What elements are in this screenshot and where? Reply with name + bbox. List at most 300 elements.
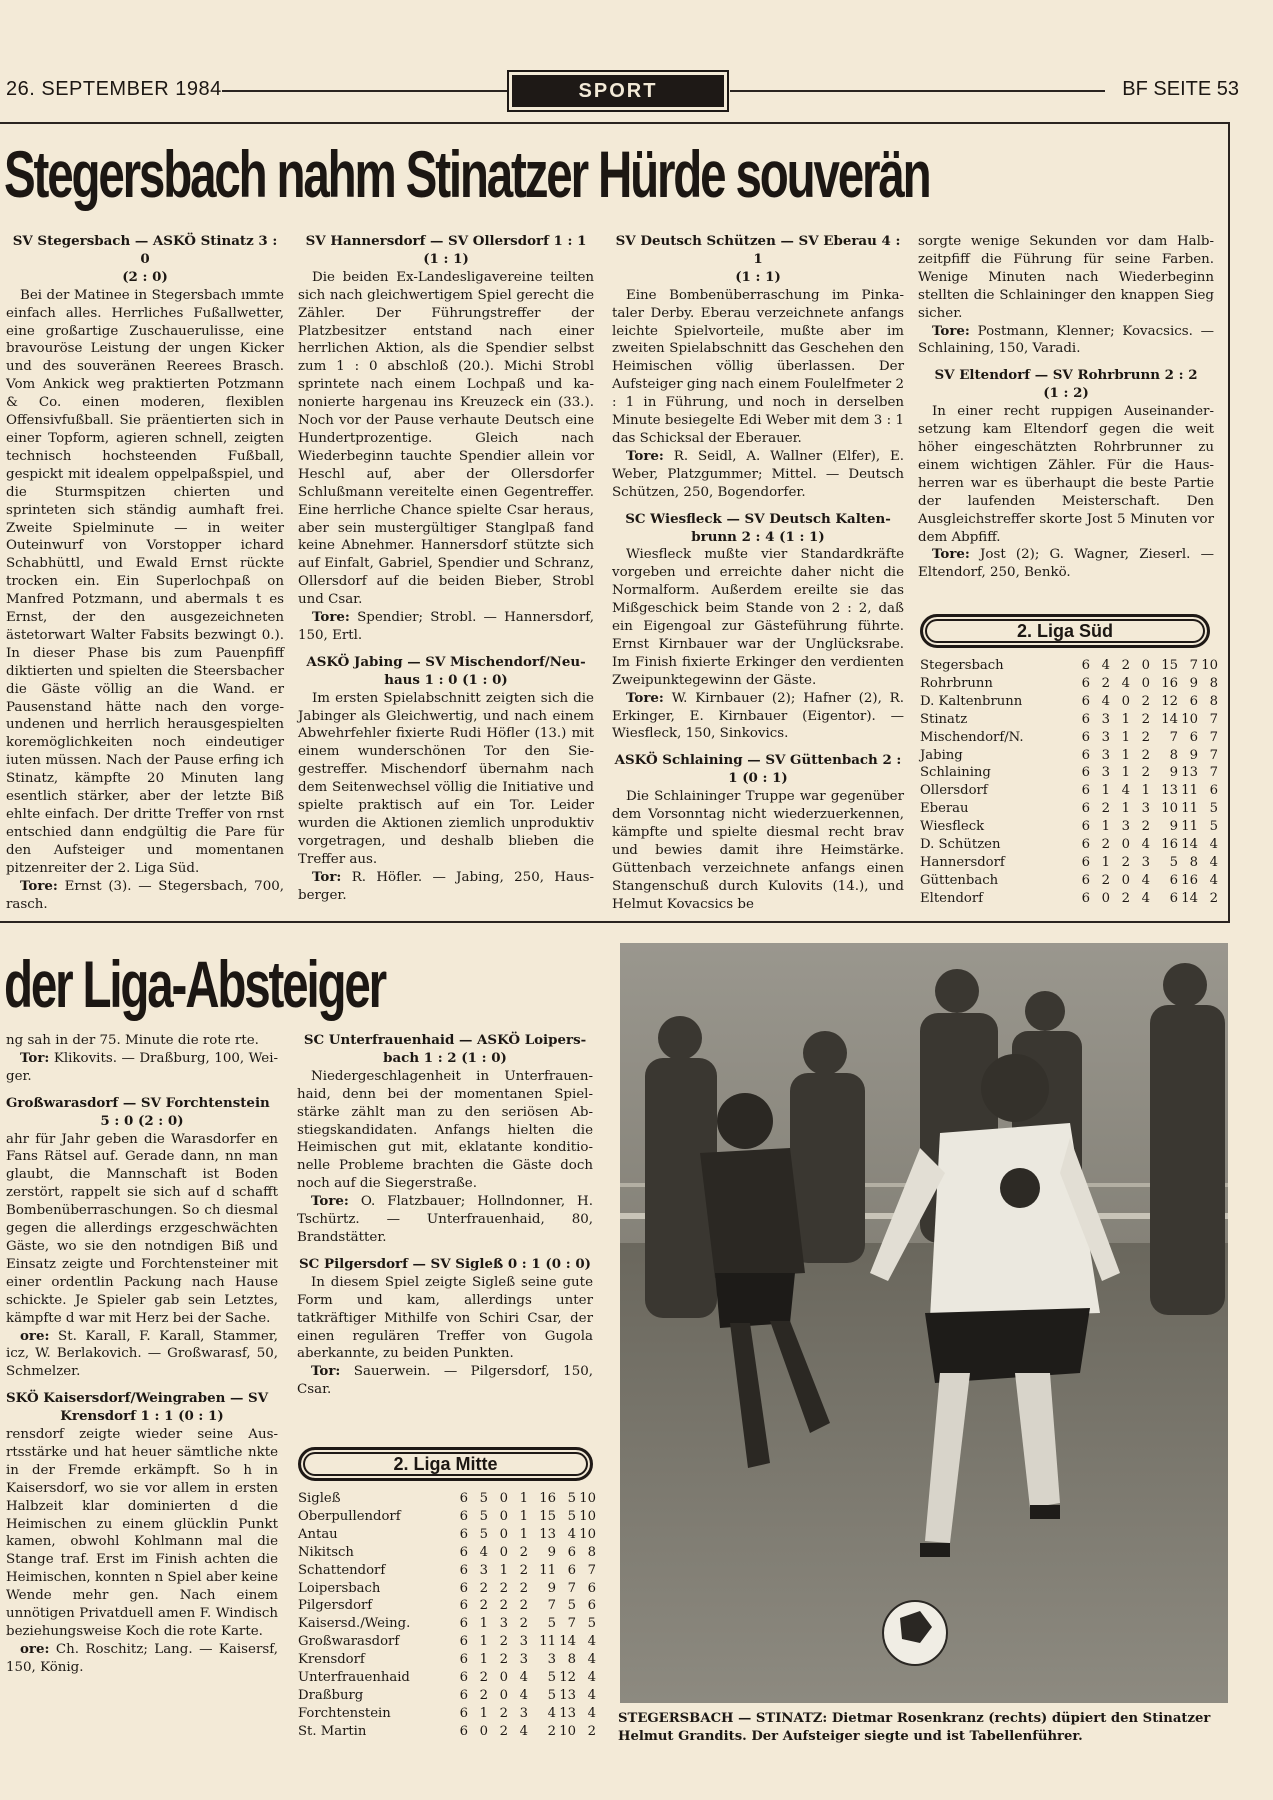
stat-cell: 6: [1169, 872, 1178, 888]
stat-cell: 6: [459, 1580, 468, 1596]
scorers-label: Tor:: [311, 1363, 341, 1380]
stat-cell: 10: [1201, 658, 1218, 673]
match-report: In diesem Spiel zeigte Sigleß seine gute Form und kam, allerdings unter tatkräftiger Mithilfe von Schiri Csar, der einen regulären Treffer von Gugola aberkannte, zu beiden Punkten.: [297, 1274, 593, 1362]
stat-cell: 2: [1141, 729, 1150, 745]
team-name: Loipersbach: [298, 1580, 381, 1596]
stat-cell: 6: [1189, 729, 1198, 745]
match-report: Die beiden Ex-Landesligavereine teilten sich nach gleichwertigem Spiel gerecht die Zähler. Der Führungstreffer der Platzbesitzer entstand nach einer herrlichen Aktion, als die Spendier selbst zum 1 : 0 abschloß (20.). Michi Strobl sprintete nach einem Lochpaß und kanonierte hargenau ins Kreuzeck ein (33.). Noch vor der Pause verhaute Deutsch eine Hundertprozentige. Gleich nach Wiederbeginn tauchte Spendier allein vor Heschl auf, aber der Ollersdorfer Schlußmann vereitelte einen Gegentreffer. Eine herrliche Chance spielte Csar heraus, aber sein mustergültiger Stanglpaß fand keine Abnehmer. Hannersdorf stützte sich auf Einfalt, Gabriel, Spendier und Schranz, Ollersdorf auf die beiden Bieber, Strobl und Csar.: [298, 269, 594, 608]
stat-cell: 2: [1121, 854, 1130, 870]
header-rule-right: [730, 90, 1105, 92]
stat-cell: 9: [1169, 819, 1178, 835]
match-report: Im ersten Spielabschnitt zeigten sich die Jabinger als Gleichwertig, und nach einem Abwehrfehler fixierte Rudi Höfler (13.) mit einem wunderschönen Tor den Siegestreffer. Mischendorf übernahm nach dem Seitenwechsel völlig die Initiative und spielte praktisch auf ein Tor. Leider wurden die Aktionen ziemlich unproduktiv vorgetragen, und deshalb blieben die Treffer aus.: [298, 690, 594, 867]
stat-cell: 14: [1181, 837, 1198, 853]
stat-cell: 0: [499, 1687, 508, 1703]
table-row: [298, 1615, 596, 1633]
stat-cell: 5: [1209, 801, 1218, 817]
stat-cell: 13: [559, 1687, 576, 1703]
match-heading: Großwarasdorf — SV Forchtenstein: [6, 1094, 270, 1111]
stat-cell: 6: [1081, 675, 1090, 691]
stat-cell: 6: [459, 1562, 468, 1578]
stat-cell: 4: [479, 1544, 488, 1560]
scorers-text: Klikovits. — Draßburg, 100, Weiger.: [6, 1050, 279, 1084]
stat-cell: 5: [1169, 854, 1178, 870]
stat-cell: 4: [587, 1652, 596, 1668]
stat-cell: 1: [479, 1634, 488, 1650]
table-row: [298, 1723, 596, 1741]
table-row: [920, 854, 1218, 872]
stat-cell: 4: [1209, 837, 1218, 853]
stat-cell: 6: [459, 1508, 468, 1524]
table-row: [920, 890, 1218, 908]
stat-cell: 2: [1209, 890, 1218, 906]
standings-table-liga-mitte: [298, 1490, 596, 1741]
team-name: Antau: [298, 1526, 338, 1542]
stat-cell: 5: [567, 1598, 576, 1614]
stat-cell: 0: [1141, 658, 1150, 673]
stat-cell: 10: [579, 1491, 596, 1506]
stat-cell: 6: [1081, 872, 1090, 888]
scorers-text: W. Kirnbauer (2); Hafner (2), R. Erkinger, E. Kirnbauer (Eigentor). — Wiesfleck, 150, Sinkovics.: [612, 690, 904, 742]
stat-cell: 4: [1101, 658, 1110, 673]
table-title-liga-mitte: 2. Liga Mitte: [298, 1447, 593, 1481]
stat-cell: 2: [519, 1562, 528, 1578]
team-name: Nikitsch: [298, 1544, 354, 1560]
stat-cell: 2: [479, 1687, 488, 1703]
stat-cell: 2: [479, 1670, 488, 1686]
stat-cell: 0: [499, 1508, 508, 1524]
stat-cell: 13: [539, 1526, 556, 1542]
stat-cell: 6: [459, 1687, 468, 1703]
scorers-label: ore:: [20, 1327, 50, 1344]
top-headline: Stegersbach nahm Stinatzer Hürde souverän: [4, 137, 930, 211]
stat-cell: 11: [1181, 819, 1198, 835]
stat-cell: 16: [1161, 675, 1178, 691]
stat-cell: 4: [1209, 872, 1218, 888]
stat-cell: 8: [587, 1544, 596, 1560]
scorers-line: [297, 1193, 593, 1247]
stat-cell: 5: [567, 1491, 576, 1506]
stat-cell: 3: [1101, 711, 1110, 727]
stat-cell: 14: [559, 1634, 576, 1650]
team-name: Hannersdorf: [920, 854, 1005, 870]
stat-cell: 2: [479, 1598, 488, 1614]
stat-cell: 1: [1121, 765, 1130, 781]
match-report: ahr für Jahr geben die Warasdorfer en Fans Rätsel auf. Gerade dann, nn man glaubt, die Mannschaft ist Boden zerstört, rappelt sie sich auf d schafft Bombenüberraschungen. So ch diesmal gegen die allerdings erzgeschwächten Gäste, wo sie den notndigen Biß und Einsatz zeigte und Forchtensteiner mit einer ordentlin Packung nach Hause schickte. Je Spieler gab sein Letztes, kämpfte d war mit Herz bei der Sache.: [6, 1131, 278, 1326]
stat-cell: 2: [1101, 675, 1110, 691]
match-heading: (1 : 1): [735, 268, 781, 285]
stat-cell: 8: [1169, 747, 1178, 763]
table-row: [920, 782, 1218, 800]
team-name: Unterfrauenhaid: [298, 1670, 410, 1686]
team-name: Kaisersd./Weing.: [298, 1616, 411, 1632]
stat-cell: 4: [1121, 783, 1130, 799]
stat-cell: 6: [459, 1544, 468, 1560]
stat-cell: 1: [499, 1562, 508, 1578]
stat-cell: 1: [519, 1526, 528, 1542]
team-name: Sigleß: [298, 1491, 341, 1506]
stat-cell: 3: [479, 1562, 488, 1578]
scorers-label: Tor:: [20, 1049, 50, 1066]
stat-cell: 1: [1121, 801, 1130, 817]
stat-cell: 6: [567, 1544, 576, 1560]
stat-cell: 3: [1101, 765, 1110, 781]
scorers-line: [297, 1363, 593, 1399]
stat-cell: 2: [499, 1598, 508, 1614]
scorers-line: [918, 546, 1214, 582]
stat-cell: 6: [587, 1580, 596, 1596]
stat-cell: 4: [1121, 675, 1130, 691]
stat-cell: 9: [1189, 675, 1198, 691]
stat-cell: 0: [499, 1491, 508, 1506]
match-heading: Krensdorf 1 : 1 (0 : 1): [60, 1408, 224, 1425]
article-schlaining-eltendorf: [918, 233, 1214, 582]
scorers-label: Tore:: [932, 322, 970, 339]
team-name: D. Kaltenbrunn: [920, 693, 1023, 709]
stat-cell: 9: [547, 1580, 556, 1596]
match-report: In einer recht ruppigen Auseinandersetzung kam Eltendorf gegen die weit höher eingeschätzten Rohrbrunner zu einem wichtigen Zähler. Für die Hausherren war es überhaupt die beste Partie der laufenden Meisterschaft. Den Ausgleichstreffer skorte Jost 5 Minuten vor dem Abpfiff.: [918, 404, 1214, 545]
stat-cell: 5: [547, 1616, 556, 1632]
scorers-text: Ch. Roschitz; Lang. — Kaisersf, 150, König.: [6, 1641, 278, 1675]
stat-cell: 4: [1101, 693, 1110, 709]
stat-cell: 4: [587, 1687, 596, 1703]
stat-cell: 0: [1121, 837, 1130, 853]
stat-cell: 1: [519, 1508, 528, 1524]
match-report: Wiesfleck mußte vier Standardkräfte vorgeben und erreichte daher nicht die Normalform. Außerdem ereilte sie das Mißgeschick beim Stande von 2 : 2, daß ein Eigengoal zur Gästeführung führte. Ernst Kirnbauer war der Unglücksrabe. Im Finish fixierte Erkinger den verdienten Zweipunktegewinn der Gäste.: [612, 547, 904, 688]
table-row: [298, 1562, 596, 1580]
scorers-line: [6, 1328, 278, 1382]
bottom-headline: der Liga-Absteiger: [4, 947, 385, 1021]
scorers-text: Ernst (3). — Stegersbach, 700, rasch.: [6, 878, 284, 912]
stat-cell: 6: [459, 1616, 468, 1632]
stat-cell: 6: [1169, 890, 1178, 906]
stat-cell: 2: [1141, 711, 1150, 727]
stat-cell: 6: [459, 1652, 468, 1668]
stat-cell: 3: [1101, 729, 1110, 745]
stat-cell: 4: [587, 1634, 596, 1650]
stat-cell: 4: [587, 1705, 596, 1721]
stat-cell: 7: [1169, 729, 1178, 745]
scorers-text: Postmann, Klenner; Kovacsics. — Schlaining, 150, Varadi.: [918, 323, 1214, 357]
team-name: Draßburg: [298, 1687, 364, 1703]
stat-cell: 11: [539, 1562, 556, 1578]
spacer: [297, 1247, 593, 1256]
stat-cell: 6: [459, 1670, 468, 1686]
match-heading: (1 : 2): [1043, 385, 1089, 402]
stat-cell: 10: [1181, 711, 1198, 727]
scorers-text: Jost (2); G. Wagner, Zieserl. — Eltendorf, 250, Benkö.: [918, 547, 1214, 581]
stat-cell: 11: [1181, 801, 1198, 817]
team-name: Rohrbrunn: [920, 675, 993, 691]
stat-cell: 7: [1209, 711, 1218, 727]
table-row: [920, 729, 1218, 747]
team-name: Jabing: [920, 747, 963, 763]
stat-cell: 1: [519, 1491, 528, 1506]
match-heading: SV Stegersbach — ASKÖ Stinatz 3 : 0: [12, 233, 278, 267]
stat-cell: 1: [479, 1705, 488, 1721]
table-row: [298, 1580, 596, 1598]
stat-cell: 7: [567, 1616, 576, 1632]
scorers-line: [612, 690, 904, 744]
stat-cell: 0: [499, 1544, 508, 1560]
stat-cell: 14: [1161, 711, 1178, 727]
stat-cell: 6: [567, 1562, 576, 1578]
table-row: [298, 1669, 596, 1687]
stat-cell: 6: [459, 1723, 468, 1739]
scorers-line: [612, 448, 904, 502]
match-photo-graphic: [620, 943, 1228, 1703]
stat-cell: 2: [499, 1705, 508, 1721]
match-report: Niedergeschlagenheit in Unterfrauenhaid, denn bei der momentanen Spielstärke zählt man zu den seriösen Abstiegskandidaten. Anfangs hielten die Heimischen gut mit, eklatante konditionelle Probleme brachten die Gäste doch noch auf die Siegerstraße.: [297, 1068, 593, 1192]
team-name: Oberpullendorf: [298, 1508, 401, 1524]
stat-cell: 2: [1141, 819, 1150, 835]
stat-cell: 1: [1121, 729, 1130, 745]
team-name: Großwarasdorf: [298, 1634, 400, 1650]
issue-date: 26. SEPTEMBER 1984: [6, 78, 222, 100]
scorers-label: Tore:: [932, 546, 970, 563]
stat-cell: 10: [579, 1508, 596, 1524]
stat-cell: 0: [1141, 675, 1150, 691]
team-name: Pilgersdorf: [298, 1598, 373, 1614]
stat-cell: 11: [539, 1634, 556, 1650]
stat-cell: 4: [587, 1670, 596, 1686]
stat-cell: 5: [1209, 819, 1218, 835]
spacer: [612, 502, 904, 511]
scorers-text: R. Höfler. — Jabing, 250, Hausberger.: [298, 869, 594, 903]
stat-cell: 6: [1081, 801, 1090, 817]
table-row: [920, 764, 1218, 782]
stat-cell: 6: [1081, 854, 1090, 870]
stat-cell: 7: [1209, 765, 1218, 781]
stat-cell: 0: [499, 1526, 508, 1542]
stat-cell: 2: [499, 1580, 508, 1596]
article-hannersdorf-jabing: [298, 233, 594, 905]
stat-cell: 2: [1121, 890, 1130, 906]
article-deutsch-schuetzen-wiesfleck-schlaining: [612, 233, 904, 914]
table-row: [298, 1490, 596, 1508]
stat-cell: 0: [1101, 890, 1110, 906]
stat-cell: 8: [567, 1652, 576, 1668]
stat-cell: 10: [579, 1526, 596, 1542]
scorers-line: [918, 323, 1214, 359]
stat-cell: 16: [1161, 837, 1178, 853]
section-label: SPORT: [512, 75, 724, 107]
stat-cell: 7: [587, 1562, 596, 1578]
team-name: Stegersbach: [920, 658, 1004, 673]
stat-cell: 6: [1081, 837, 1090, 853]
stat-cell: 6: [1081, 890, 1090, 906]
stat-cell: 6: [1081, 658, 1090, 673]
stat-cell: 4: [547, 1705, 556, 1721]
match-heading: SV Deutsch Schützen — SV Eberau 4 : 1: [615, 233, 901, 267]
team-name: Eltendorf: [920, 890, 984, 906]
scorers-line: [6, 1641, 278, 1677]
team-name: Forchtenstein: [298, 1705, 391, 1721]
stat-cell: 2: [1141, 765, 1150, 781]
stat-cell: 0: [499, 1670, 508, 1686]
header-rule-left: [222, 90, 507, 92]
table-row: [920, 693, 1218, 711]
stat-cell: 2: [479, 1580, 488, 1596]
standings-table-liga-sued: [920, 657, 1218, 908]
stat-cell: 2: [1121, 658, 1130, 673]
stat-cell: 5: [547, 1687, 556, 1703]
stat-cell: 7: [547, 1598, 556, 1614]
table-row: [920, 711, 1218, 729]
stat-cell: 3: [519, 1705, 528, 1721]
team-name: Stinatz: [920, 711, 968, 727]
page-number: BF SEITE 53: [1122, 78, 1239, 100]
table-row: [298, 1651, 596, 1669]
stat-cell: 6: [1081, 711, 1090, 727]
match-report: Die Schlaininger Truppe war gegenüber dem Vorsonntag nicht wiederzuerkennen, kämpfte und spielte diesmal recht brav und bewies damit ihre Heimstärke. Güttenbach verzeichnete anfangs einen Stangenschuß durch Kulovits (14.), und Helmut Kovacsics be: [612, 789, 904, 912]
stat-cell: 2: [1101, 872, 1110, 888]
match-heading: (2 : 0): [122, 268, 168, 285]
stat-cell: 15: [539, 1508, 556, 1524]
spacer: [298, 645, 594, 654]
stat-cell: 9: [1169, 765, 1178, 781]
stat-cell: 6: [459, 1598, 468, 1614]
stat-cell: 5: [479, 1526, 488, 1542]
spacer: [6, 1381, 278, 1390]
table-row: [298, 1633, 596, 1651]
spacer: [918, 358, 1214, 367]
stat-cell: 3: [1141, 854, 1150, 870]
match-heading: SC Wiesfleck — SV Deutsch Kaltenbrunn 2 : 4 (1 : 1): [625, 510, 891, 545]
scorers-line: [6, 1050, 278, 1086]
stat-cell: 8: [1209, 675, 1218, 691]
stat-cell: 6: [1081, 729, 1090, 745]
stat-cell: 3: [499, 1616, 508, 1632]
stat-cell: 6: [1081, 819, 1090, 835]
match-heading: ASKÖ Jabing — SV Mischendorf/Neuhaus 1 : 0 (1 : 0): [306, 653, 586, 688]
stat-cell: 2: [1101, 837, 1110, 853]
stat-cell: 2: [499, 1723, 508, 1739]
stat-cell: 6: [587, 1598, 596, 1614]
stat-cell: 6: [1081, 765, 1090, 781]
stat-cell: 7: [567, 1580, 576, 1596]
scorers-label: Tore:: [626, 447, 664, 464]
stat-cell: 12: [559, 1670, 576, 1686]
scorers-label: Tor:: [312, 868, 342, 885]
article-stegersbach-stinatz: [6, 233, 284, 913]
stat-cell: 5: [547, 1670, 556, 1686]
stat-cell: 14: [1181, 890, 1198, 906]
stat-cell: 16: [539, 1491, 556, 1506]
stat-cell: 4: [567, 1526, 576, 1542]
match-report: rensdorf zeigte wieder seine Ausrtsstärke und hat heuer sämtliche nkte in der Fremde erkämpft. So h in Kaisersdorf, wo sie vor allem in ersten Halbzeit klar dominierten d die Heimischen zu einem glücklin Punkt kamen, obwohl Kohlmann mal die Stange traf. Erst im Finish achten die Heimischen, konnten n Spiel aber keine Wende mehr gen. Nach einem unnötigen Privatduell amen F. Windisch beziehungsweise Koch die rote Karte.: [6, 1427, 278, 1639]
stat-cell: 10: [559, 1723, 576, 1739]
stat-cell: 4: [1141, 890, 1150, 906]
scorers-label: Tore:: [311, 1193, 349, 1210]
match-heading: SC Unterfrauenhaid — ASKÖ Loipersbach 1 : 2 (1 : 0): [303, 1032, 587, 1066]
stat-cell: 7: [1209, 747, 1218, 763]
stat-cell: 8: [1189, 854, 1198, 870]
stat-cell: 16: [1181, 872, 1198, 888]
stat-cell: 1: [479, 1652, 488, 1668]
match-photo: [620, 943, 1228, 1703]
stat-cell: 1: [1121, 711, 1130, 727]
stat-cell: 6: [1081, 747, 1090, 763]
stat-cell: 5: [587, 1616, 596, 1632]
stat-cell: 4: [1141, 837, 1150, 853]
page-header: [0, 78, 1273, 104]
team-name: Ollersdorf: [920, 783, 988, 799]
stat-cell: 11: [1181, 783, 1198, 799]
stat-cell: 10: [1161, 801, 1178, 817]
stat-cell: 8: [1209, 693, 1218, 709]
stat-cell: 0: [1121, 693, 1130, 709]
table-title-liga-sued: 2. Liga Süd: [920, 614, 1210, 648]
team-name: Eberau: [920, 801, 969, 817]
scorers-line: [298, 609, 594, 645]
stat-cell: 1: [1101, 854, 1110, 870]
stat-cell: 2: [519, 1598, 528, 1614]
scorers-line: [298, 869, 594, 905]
stat-cell: 7: [1209, 729, 1218, 745]
match-heading: SV Eltendorf — SV Rohrbrunn 2 : 2: [934, 367, 1198, 384]
stat-cell: 4: [519, 1723, 528, 1739]
match-report: Eine Bombenüberraschung im Pinkataler Derby. Eberau verzeichnete anfangs leichte Spielvorteile, mußte aber im zweiten Spielabschnitt das Geschehen den Heimischen völlig überlassen. Der Aufsteiger ging nach einem Foulelfmeter 2 : 1 in Führung, und noch in derselben Minute besiegelte Edi Weber mit dem 3 : 1 das Schicksal der Eberauer.: [612, 287, 904, 446]
stat-cell: 6: [459, 1705, 468, 1721]
stat-cell: 2: [519, 1616, 528, 1632]
stat-cell: 4: [1141, 872, 1150, 888]
stat-cell: 1: [1141, 783, 1150, 799]
stat-cell: 6: [1189, 693, 1198, 709]
stat-cell: 6: [1081, 693, 1090, 709]
scorers-line: [6, 878, 284, 914]
team-name: Schlaining: [920, 765, 991, 781]
scorers-text: Spendier; Strobl. — Hannersdorf, 150, Ertl.: [298, 610, 594, 643]
stat-cell: 3: [547, 1652, 556, 1668]
stat-cell: 1: [1101, 819, 1110, 835]
scorers-text: R. Seidl, A. Wallner (Elfer), E. Weber, Platzgummer; Mittel. — Deutsch Schützen, 250, Bogendorfer.: [612, 448, 904, 500]
stat-cell: 3: [1101, 747, 1110, 763]
stat-cell: 2: [519, 1544, 528, 1560]
table-row: [298, 1526, 596, 1544]
match-report: ng sah in der 75. Minute die rote rte.: [6, 1033, 259, 1048]
stat-cell: 3: [519, 1634, 528, 1650]
article-unterfrauenhaid-pilgersdorf: [297, 1032, 593, 1399]
scorers-label: Tore:: [20, 877, 58, 894]
stat-cell: 1: [1101, 783, 1110, 799]
stat-cell: 9: [1189, 747, 1198, 763]
table-row: [920, 836, 1218, 854]
scorers-label: Tore:: [312, 609, 350, 626]
stat-cell: 1: [479, 1616, 488, 1632]
match-heading: SKÖ Kaisersdorf/Weingraben — SV: [6, 1390, 269, 1407]
stat-cell: 6: [459, 1526, 468, 1542]
stat-cell: 2: [499, 1652, 508, 1668]
stat-cell: 4: [1209, 854, 1218, 870]
scorers-label: ore:: [20, 1640, 50, 1657]
stat-cell: 6: [459, 1491, 468, 1506]
table-row: [920, 872, 1218, 890]
team-name: Schattendorf: [298, 1562, 386, 1578]
stat-cell: 7: [1189, 658, 1198, 673]
table-row: [920, 800, 1218, 818]
spacer: [6, 1086, 278, 1095]
stat-cell: 3: [1121, 819, 1130, 835]
team-name: D. Schützen: [920, 837, 1001, 853]
stat-cell: 2: [1101, 801, 1110, 817]
match-heading: SC Pilgersdorf — SV Sigleß 0 : 1 (0 : 0): [299, 1255, 591, 1272]
stat-cell: 5: [479, 1491, 488, 1506]
photo-caption: STEGERSBACH — STINATZ: Dietmar Rosenkranz (rechts) düpiert den Stinatzer Helmut Grandits. Der Aufsteiger siegte und ist Tabellenführer.: [618, 1711, 1211, 1744]
match-heading: (1 : 1): [423, 250, 469, 267]
table-row: [298, 1597, 596, 1615]
stat-cell: 2: [499, 1634, 508, 1650]
stat-cell: 12: [1161, 693, 1178, 709]
